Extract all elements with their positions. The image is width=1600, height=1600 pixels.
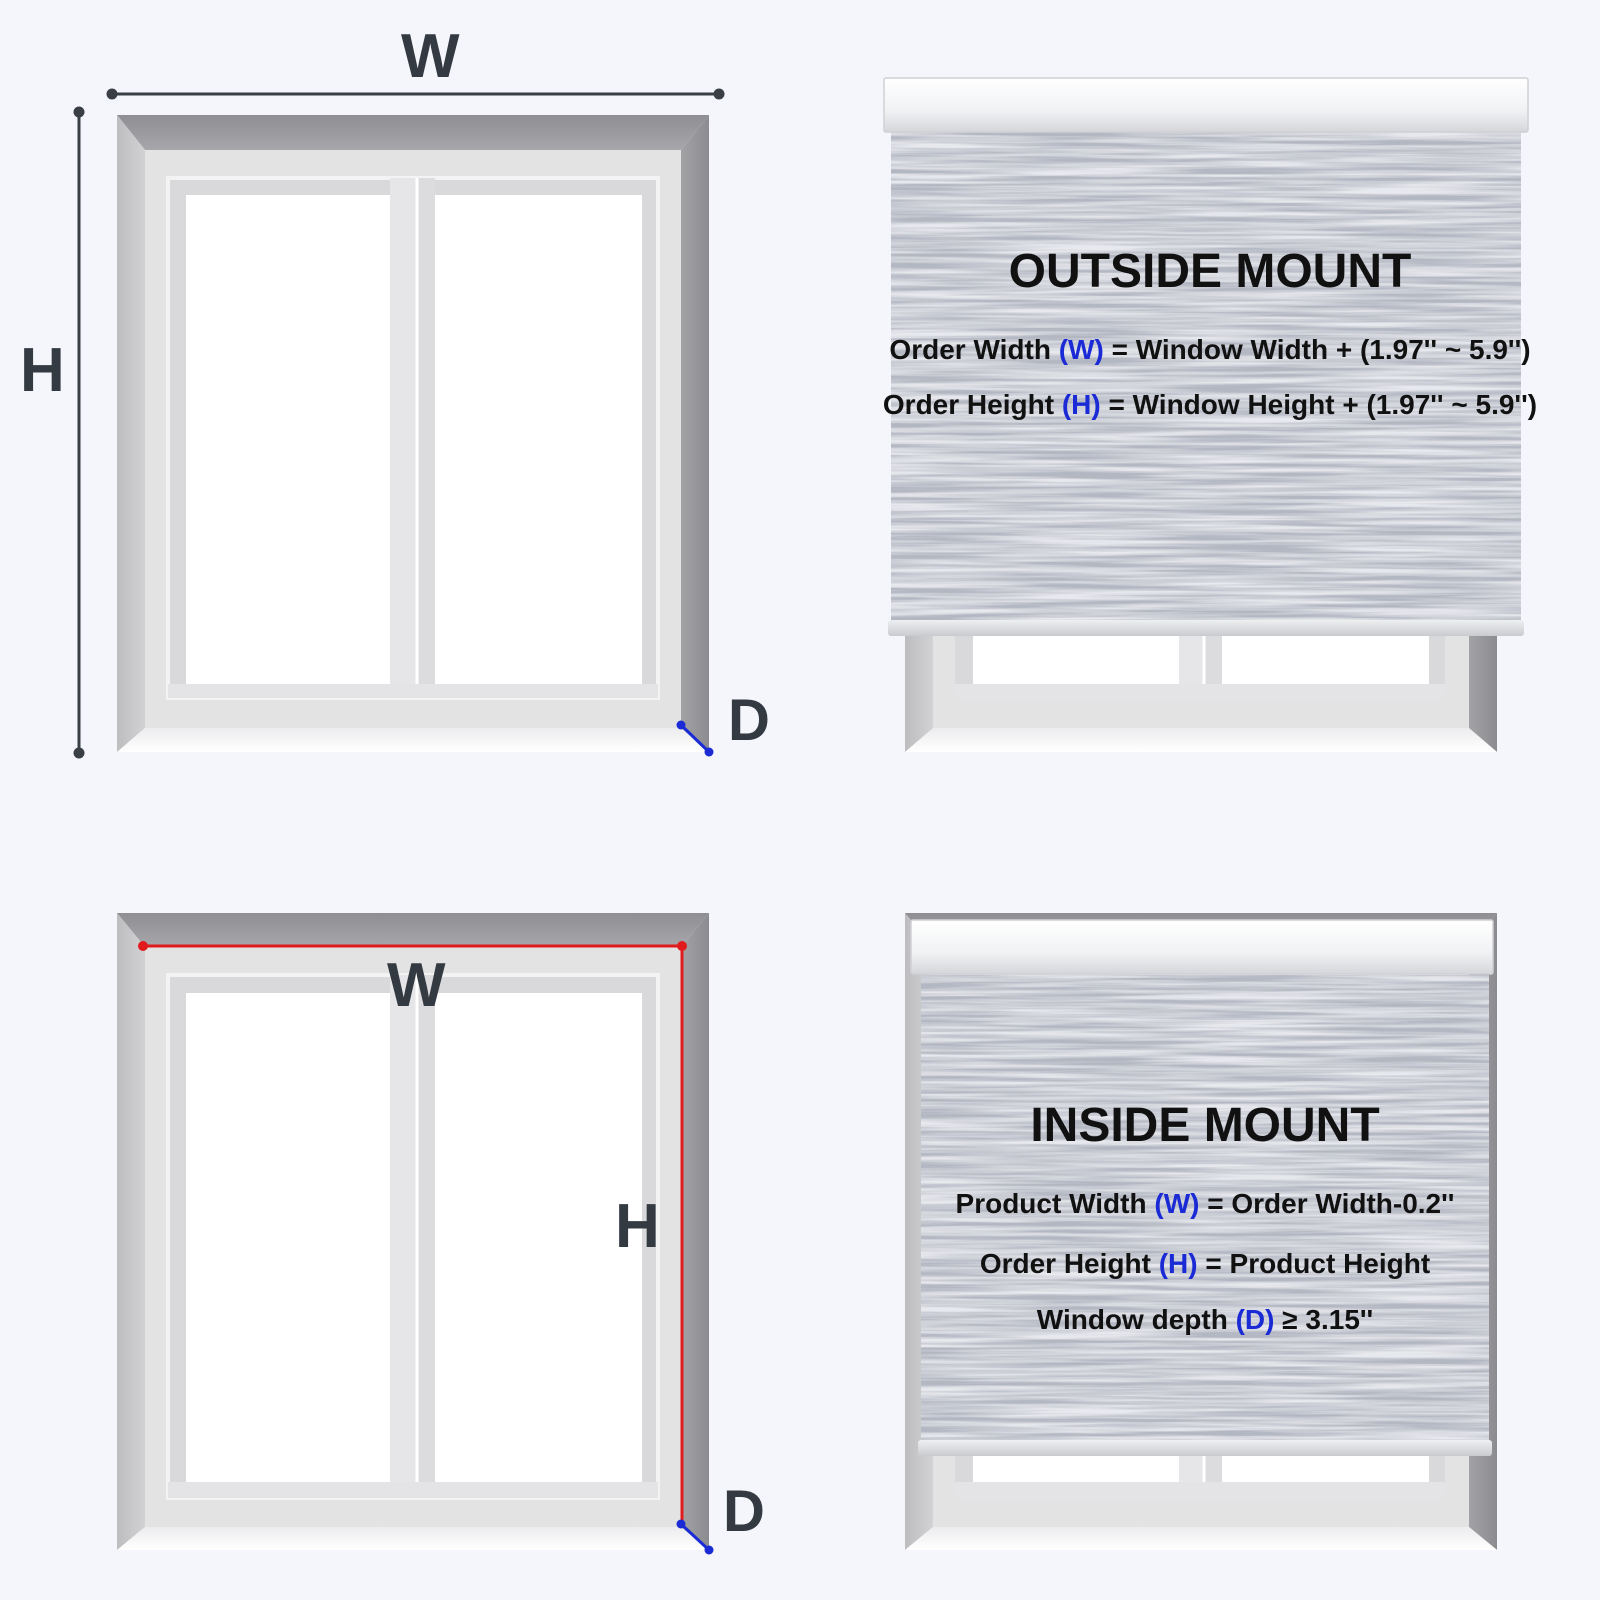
formula-text: = Window Width + (1.97'' ~ 5.9'') xyxy=(1103,334,1531,365)
inside-depth-formula xyxy=(906,1306,1504,1334)
formula-text: = Window Height + (1.97'' ~ 5.9'') xyxy=(1100,389,1538,420)
formula-text: = Order Width-0.2'' xyxy=(1199,1188,1455,1219)
outside-depth-label: D xyxy=(728,688,770,753)
outside-width-label: W xyxy=(401,22,460,91)
formula-variable: (H) xyxy=(1061,389,1101,420)
outside-mount-title: OUTSIDE MOUNT xyxy=(1008,245,1412,298)
formula-variable: (W) xyxy=(1154,1188,1200,1219)
inside-width-formula xyxy=(906,1190,1504,1218)
outside-height-dimension-line xyxy=(74,107,85,759)
formula-variable: (H) xyxy=(1158,1248,1198,1279)
outside-height-label: H xyxy=(20,336,65,405)
outside-height-formula xyxy=(840,391,1580,419)
inside-mount-title: INSIDE MOUNT xyxy=(1030,1099,1380,1152)
inside-height-label: H xyxy=(615,1192,660,1261)
inside-width-label: W xyxy=(387,951,446,1020)
outside-width-formula xyxy=(840,336,1580,364)
formula-text: ≥ 3.15'' xyxy=(1274,1304,1374,1335)
window-outside-measure xyxy=(117,115,709,752)
formula-text: Product Width xyxy=(955,1188,1155,1219)
formula-text: Order Width xyxy=(889,334,1059,365)
formula-text: Order Height xyxy=(979,1248,1159,1279)
formula-text: = Product Height xyxy=(1197,1248,1431,1279)
inside-height-formula xyxy=(906,1250,1504,1278)
formula-text: Order Height xyxy=(882,389,1062,420)
inside-mount-illustration xyxy=(905,913,1497,1550)
formula-variable: (D) xyxy=(1235,1304,1275,1335)
formula-variable: (W) xyxy=(1058,334,1104,365)
formula-text: Window depth xyxy=(1036,1304,1236,1335)
inside-depth-label: D xyxy=(723,1479,765,1544)
